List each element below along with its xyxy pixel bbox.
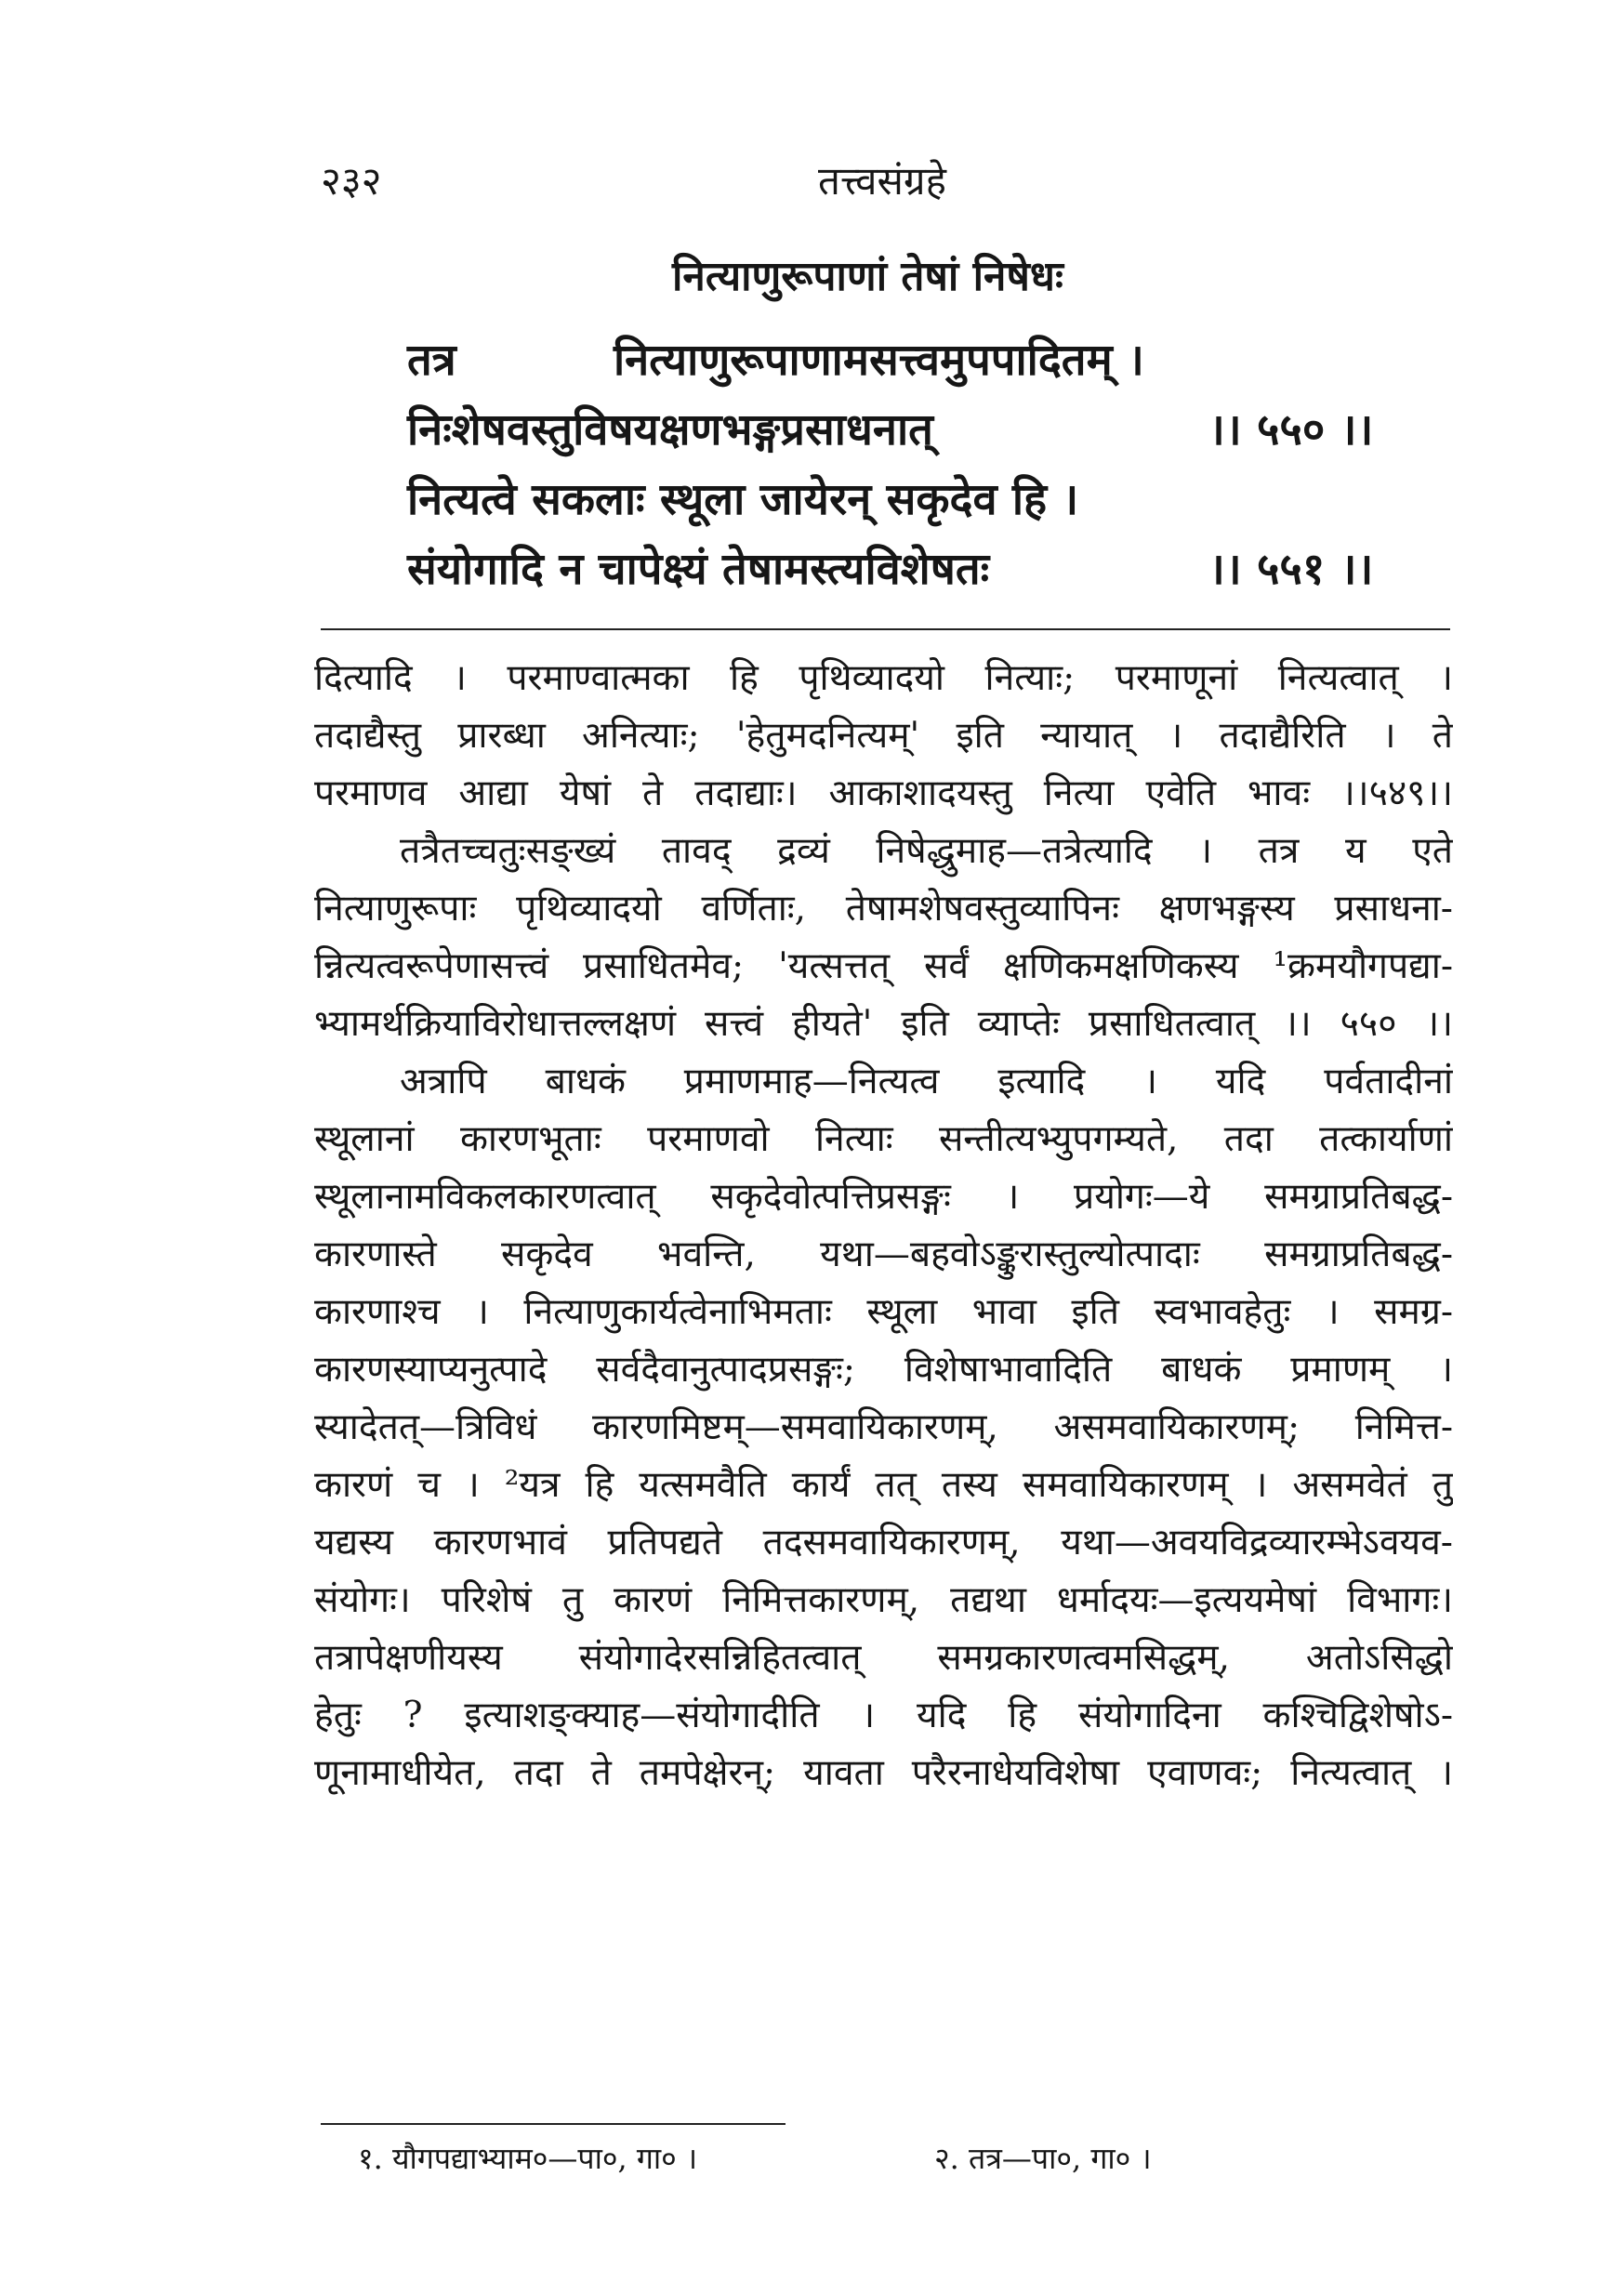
section-heading: नित्याणुरूपाणां तेषां निषेधः	[672, 253, 1063, 300]
footnote: २. तत्र—पा०, गा० ।	[934, 2141, 1152, 2176]
commentary-line: स्यादेतत्—त्रिविधं कारणमिष्टम्—समवायिकारणम्, असमवायिकारणम्; निमित्त-	[314, 1406, 1453, 1448]
commentary-line: अत्रापि बाधकं प्रमाणमाह—नित्यत्व इत्यादि । यदि पर्वतादीनां	[400, 1061, 1453, 1102]
commentary-line: स्थूलानामविकलकारणत्वात् सकृदेवोत्पत्तिप्रसङ्गः । प्रयोगः—ये समग्राप्रतिबद्ध-	[314, 1176, 1453, 1218]
commentary-line: तत्रैतच्चतुःसङ्ख्यं तावद् द्रव्यं निषेद्धुमाह—तत्रेत्यादि । तत्र य एते	[400, 830, 1453, 872]
verse-line-part: नित्याणुरूपाणामसत्त्वमुपपादितम् ।	[614, 335, 1144, 386]
verse-line-part: निःशेषवस्तुविषयक्षणभङ्गप्रसाधनात्	[407, 404, 933, 455]
commentary-line: कारणं च । ²यत्र हि यत्समवैति कार्यं तत् तस्य समवायिकारणम् । असमवेतं तु	[314, 1464, 1453, 1506]
commentary-line: कारणाश्च । नित्याणुकार्यत्वेनाभिमताः स्थूला भावा इति स्वभावहेतुः । समग्र-	[314, 1291, 1453, 1333]
commentary-line: यद्यस्य कारणभावं प्रतिपद्यते तदसमवायिकारणम्, यथा—अवयविद्रव्यारम्भेऽवयव-	[314, 1522, 1453, 1563]
verse-commentary-divider	[321, 628, 1450, 630]
verse-number: ।। ५५० ।।	[1208, 404, 1374, 455]
commentary-line: परमाणव आद्या येषां ते तदाद्याः। आकाशादयस्तु नित्या एवेति भावः ।।५४९।।	[314, 772, 1453, 814]
verse-line-part: तत्र	[407, 335, 456, 386]
commentary-line: दित्यादि । परमाण्वात्मका हि पृथिव्यादयो नित्याः; परमाणूनां नित्यत्वात् ।	[314, 657, 1453, 699]
footnote-divider	[321, 2123, 786, 2125]
commentary-line: तदाद्यैस्तु प्रारब्धा अनित्याः; 'हेतुमदनित्यम्' इति न्यायात् । तदाद्यैरिति । ते	[314, 715, 1453, 757]
commentary-line: स्थूलानां कारणभूताः परमाणवो नित्याः सन्तीत्यभ्युपगम्यते, तदा तत्कार्याणां	[314, 1118, 1453, 1160]
commentary-line: भ्यामर्थक्रियाविरोधात्तल्लक्षणं सत्त्वं हीयते' इति व्याप्तेः प्रसाधितत्वात् ।। ५५० ।।	[314, 1003, 1453, 1045]
verse-line-part: संयोगादि न चापेक्ष्यं तेषामस्त्यविशेषतः	[407, 544, 990, 595]
commentary-line: कारणस्याप्यनुत्पादे सर्वदैवानुत्पादप्रसङ्गः; विशेषाभावादिति बाधकं प्रमाणम् ।	[314, 1349, 1453, 1391]
commentary-line: णूनामाधीयेत, तदा ते तमपेक्षेरन्; यावता परैरनाधेयविशेषा एवाणवः; नित्यत्वात् ।	[314, 1752, 1453, 1794]
commentary-line: न्नित्यत्वरूपेणासत्त्वं प्रसाधितमेव; 'यत्सत्तत् सर्वं क्षणिकमक्षणिकस्य ¹क्रमयौगपद्या-	[314, 945, 1453, 987]
verse-line-part: नित्यत्वे सकलाः स्थूला जायेरन् सकृदेव हि ।	[407, 474, 1079, 525]
running-title: तत्त्वसंग्रहे	[818, 158, 946, 204]
verse-number: ।। ५५१ ।।	[1208, 544, 1374, 595]
footnote: १. यौगपद्याभ्याम०—पा०, गा० ।	[358, 2141, 698, 2176]
commentary-line: संयोगः। परिशेषं तु कारणं निमित्तकारणम्, तद्यथा धर्मादयः—इत्ययमेषां विभागः।	[314, 1579, 1453, 1621]
commentary-line: कारणास्ते सकृदेव भवन्ति, यथा—बहवोऽङ्कुरास्तुल्योत्पादाः समग्राप्रतिबद्ध-	[314, 1233, 1453, 1275]
page-number: २३२	[321, 158, 382, 204]
commentary-line: हेतुः ? इत्याशङ्क्याह—संयोगादीति । यदि हि संयोगादिना कश्चिद्विशेषोऽ-	[314, 1695, 1453, 1736]
page-header	[0, 153, 1624, 209]
commentary-line: नित्याणुरूपाः पृथिव्यादयो वर्णिताः, तेषामशेषवस्तुव्यापिनः क्षणभङ्गस्य प्रसाधना-	[314, 888, 1453, 930]
footnotes	[0, 2138, 1624, 2194]
commentary-line: तत्रापेक्षणीयस्य संयोगादेरसन्निहितत्वात् समग्रकारणत्वमसिद्धम्, अतोऽसिद्धो	[314, 1637, 1453, 1679]
